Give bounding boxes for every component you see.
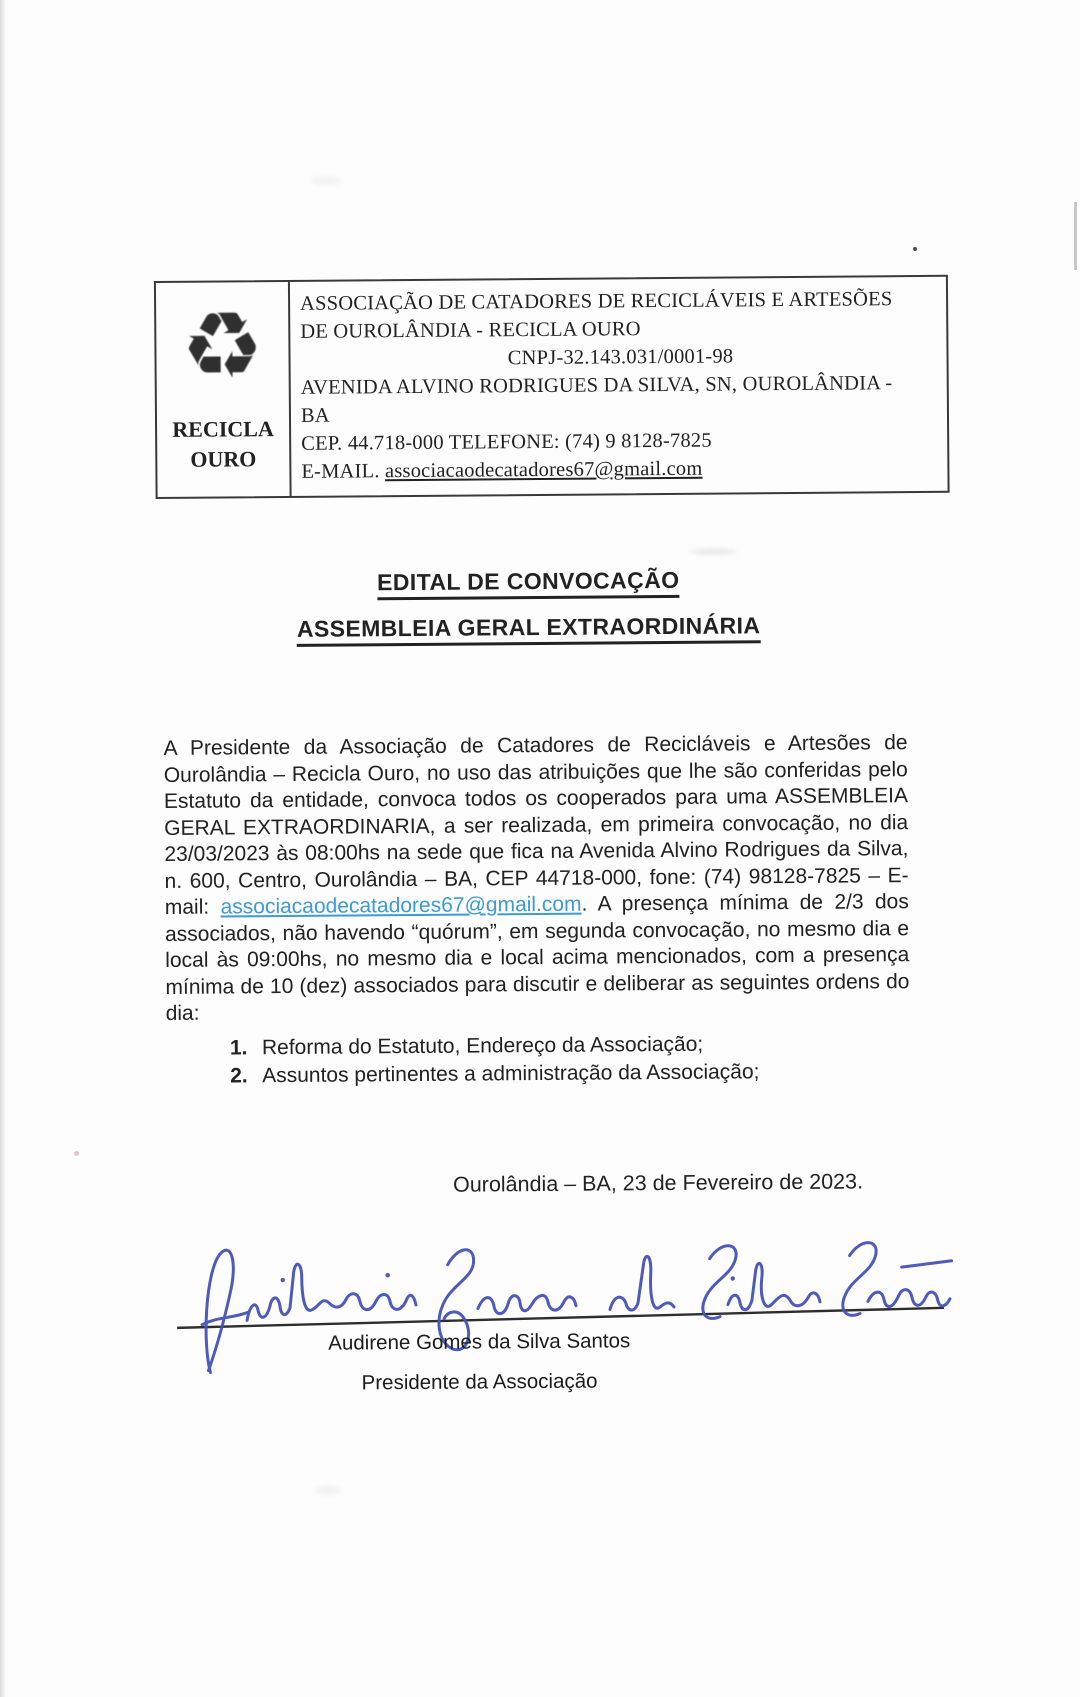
org-name-line2: DE OUROLÂNDIA - RECICLA OURO (300, 318, 641, 343)
body-paragraph (163, 730, 909, 1027)
org-name-line1: ASSOCIAÇÃO DE CATADORES DE RECICLÁVEIS E ARTESÕES (300, 288, 893, 315)
org-email-line (301, 453, 941, 486)
org-info-cell (290, 277, 948, 496)
scan-speck-top-right (913, 247, 917, 251)
recycling-icon: ♻ (180, 292, 265, 400)
body-text-before-email: A Presidente da Associação de Catadores de Recicláveis e Artesões de Ourolândia – Recicla Ouro, no uso das atribuições que lhe são conferidas pelo Estatuto da entidade, convoca todos os cooperados para uma ASSEMBLEIA GERAL EXTRAORDINARIA, a ser realizada, em primeira convocação, no dia 23/03/2023 às 08:00hs na sede que fica na Avenida Alvino Rodrigues da Silva, n. 600, Centro, Ourolândia – BA, CEP 44718-000, fone: (74) 98128-7825 – E-mail: (163, 731, 909, 919)
document-subtitle-block (0, 610, 1059, 649)
document-title-block (0, 564, 1058, 603)
letterhead-box (154, 275, 950, 499)
scan-speck-left (74, 1151, 79, 1156)
scan-edge-right (1074, 202, 1077, 270)
org-address-line1: AVENIDA ALVINO RODRIGUES DA SILVA, SN, OUROLÂNDIA - (300, 372, 893, 399)
agenda-item-1-text: Reforma do Estatuto, Endereço da Associação; (261, 1032, 704, 1060)
agenda-list (230, 1030, 760, 1090)
scan-smudge-1 (690, 548, 736, 555)
agenda-item-1-number: 1. (229, 1036, 248, 1060)
document-subtitle: ASSEMBLEIA GERAL EXTRAORDINÁRIA (297, 612, 761, 647)
handwritten-signature (161, 1227, 962, 1393)
org-email-label: E-MAIL. (301, 460, 386, 483)
org-cnpj: CNPJ-32.143.031/0001-98 (507, 345, 734, 370)
org-cep-phone: CEP. 44.718-000 TELEFONE: (74) 9 8128-7825 (301, 429, 712, 455)
agenda-item-1 (230, 1030, 760, 1062)
signature-line (177, 1308, 944, 1328)
body-email-link[interactable]: associacaodecatadores67@gmail.com (220, 892, 582, 919)
scan-smudge-3 (314, 1486, 342, 1495)
org-email: associacaodecatadores67@gmail.com (384, 457, 703, 483)
body-text-after-email: . A presença mínima de 2/3 dos associados, não havendo “quórum”, em segunda convocação, no mesmo dia e local às 09:00hs, no mesmo dia e local acima mencionados, com a presença mínima de 10 (dez) associados para discutir e deliberar as seguintes ordens do dia: (164, 890, 910, 1025)
org-address-line2: BA (300, 404, 330, 427)
scan-edge-left (0, 0, 6, 1697)
logo-wordmark (172, 414, 274, 475)
agenda-item-2 (230, 1058, 760, 1090)
logo-wordmark-line2: OURO (190, 446, 257, 472)
document-title: EDITAL DE CONVOCAÇÃO (377, 567, 680, 600)
logo-wordmark-line1: RECICLA (172, 416, 274, 442)
printed-signatory-name: Audirene Gomes da Silva Santos (328, 1329, 631, 1355)
scan-smudge-2 (312, 176, 342, 185)
logo-cell (156, 282, 292, 497)
agenda-item-2-number: 2. (230, 1064, 248, 1088)
agenda-item-2-text: Assuntos pertinentes a administração da Associação; (262, 1060, 760, 1088)
place-date-line: Ourolândia – BA, 23 de Fevereiro de 2023. (452, 1169, 864, 1197)
printed-signatory-role: Presidente da Associação (361, 1369, 598, 1395)
